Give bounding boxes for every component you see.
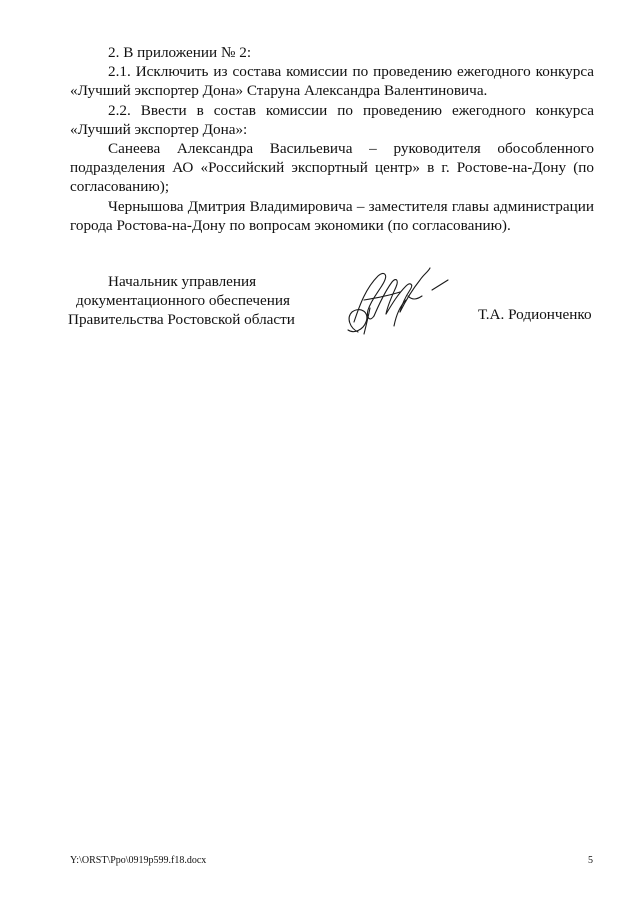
signatory-position — [68, 272, 308, 330]
paragraph-member-chernyshov: Чернышова Дмитрия Владимировича – заместителя главы администрации города Ростова-на-Дону по вопросам экономики (по согласованию). — [70, 197, 594, 234]
handwritten-signature-icon — [336, 260, 456, 342]
paragraph-item-2-2: 2.2. Ввести в состав комиссии по проведению ежегодного конкурса «Лучший экспортер Дона»: — [70, 101, 594, 138]
signatory-position-line-3: Правительства Ростовской области — [68, 311, 295, 329]
footer-file-path: Y:\ORST\Ppo\0919p599.f18.docx — [70, 855, 207, 866]
document-body — [70, 43, 594, 235]
paragraph-item-2-1: 2.1. Исключить из состава комиссии по проведению ежегодного конкурса «Лучший экспортер Дона» Старуна Александра Валентиновича. — [70, 63, 594, 100]
footer-page-number: 5 — [588, 855, 593, 866]
paragraph-member-saneev: Санеева Александра Васильевича – руководителя обособленного подразделения АО «Российский экспортный центр» в г. Ростове-на-Дону (по согласованию); — [70, 140, 594, 196]
signatory-name: Т.А. Родионченко — [478, 306, 592, 323]
signatory-position-line-1: Начальник управления — [108, 273, 257, 290]
paragraph-item-2: 2. В приложении № 2: — [108, 44, 252, 61]
signatory-position-line-2: документационного обеспечения — [76, 292, 290, 310]
